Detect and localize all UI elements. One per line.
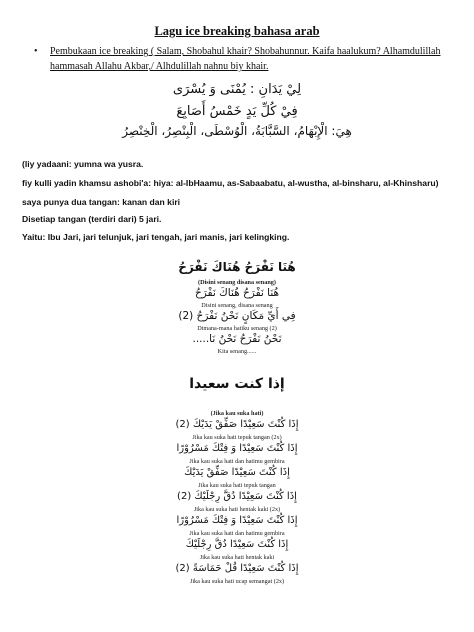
bullet-text: Pembukaan ice breaking ( Salam, Shobahul khair? Shobahunnur. Kaifa haalukum? Alhamdulillah hammasah Allahu Akbar,/ Alhdulillah nahnu biy khair.	[50, 46, 441, 72]
song1-arabic-2: فِي أَيِّ مَكَانٍ نَحْنُ نَفْرَحُ (2)	[178, 310, 296, 322]
song2-verse-caption: Jika kau suka hati dan hatimu gembira	[189, 530, 285, 537]
song2-verse-caption: Jika kau suka hati hentak kaki	[199, 554, 275, 561]
arabic-line-2: فِيْ كُلِّ يَدٍ خَمْسُ أَصَابِعَ	[176, 104, 298, 119]
song2-verse-caption: Jika kau suka hati dan hatimu gembira	[189, 458, 285, 465]
page-title: Lagu ice breaking bahasa arab	[154, 24, 320, 38]
song2-verse-arabic: إِذَا كُنْتَ سَعِيْدًا صَفِّقْ يَدَيْكَ (2)	[175, 419, 299, 430]
song2-verse-caption: Jika kau suka hati hentak kaki (2x)	[193, 506, 281, 513]
bullet-intro	[34, 44, 446, 74]
song2-heading: إذا كنت سعيدا	[189, 376, 285, 392]
song2-verse-arabic: إِذَا كُنْتَ سَعِيْدًا وَ فِتْكَ مَسْرُوْرًا	[176, 443, 298, 454]
song2-verse-caption: Jika kau suka hati tepuk tangan (2x)	[192, 434, 282, 441]
song1-heading: هُنَا نَفْرَحُ هُنَاكَ نَفْرَحُ	[178, 260, 296, 274]
arabic-line-3: هِيَ: الْإِبْهَامُ، السَّبَّابَةُ، الْوُسْطَى، الْبِنْصِرُ، الْخِنْصِرُ	[122, 124, 352, 138]
song1-arabic-3: نَحْنُ نَفْرَحُ نَحْنُ نَا.....	[192, 333, 282, 345]
bullet-dot-icon: •	[34, 46, 38, 57]
meaning-line-1: saya punya dua tangan: kanan dan kiri	[22, 197, 181, 207]
song2-verse-arabic: إِذَا كُنْتَ سَعِيْدًا صَفِّقْ يَدَيْكَ	[184, 467, 290, 478]
song2-verse-arabic: إِذَا كُنْتَ سَعِيْدًا دُقَّ رِجْلَيْكَ (2)	[177, 491, 297, 502]
song1-caption-3: Kita senang......	[217, 348, 257, 355]
song1-caption-2: Dimana-mana hatiku senang (2)	[197, 325, 277, 332]
song1-subtitle: (Disini senang disana senang)	[198, 279, 276, 286]
meaning-line-2: Disetiap tangan (terdiri dari) 5 jari.	[22, 214, 162, 224]
song1-caption-1: Disini senang, disana senang	[201, 302, 273, 309]
song2-verse-arabic: إِذَا كُنْتَ سَعِيْدًا وَ فِتْكَ مَسْرُوْرًا	[176, 515, 298, 526]
song2-verse-caption: Jika kau suka hati ucap semangat (2x)	[189, 578, 285, 585]
meaning-line-3: Yaitu: Ibu Jari, jari telunjuk, jari tengah, jari manis, jari kelingking.	[22, 232, 290, 242]
song2-subtitle: (Jika kau suka hati)	[210, 410, 264, 417]
song2-verse-arabic: إِذَا كُنْتَ سَعِيْدًا دُقَّ رِجْلَيْكَ	[185, 539, 289, 550]
song2-verse-arabic: إِذَا كُنْتَ سَعِيْدًا قُلْ حَمَاسَةً (2)	[175, 563, 299, 574]
song1-arabic-1: هُنَا نَفْرَحُ هُنَاكَ نَفْرَحُ	[194, 287, 280, 299]
arabic-line-1: لِيْ يَدَانِ : يُمْنَى وَ يُسْرَى	[172, 82, 302, 97]
translit-line-2: fiy kulli yadin khamsu ashobi'a: hiya: al-IbHaamu, as-Sabaabatu, al-wustha, al-binsharu, al-Khinsharu)	[22, 178, 439, 188]
translit-line-1: (liy yadaani: yumna wa yusra.	[22, 159, 144, 169]
song2-verse-caption: Jika kau suka hati tepuk tangan	[198, 482, 276, 489]
